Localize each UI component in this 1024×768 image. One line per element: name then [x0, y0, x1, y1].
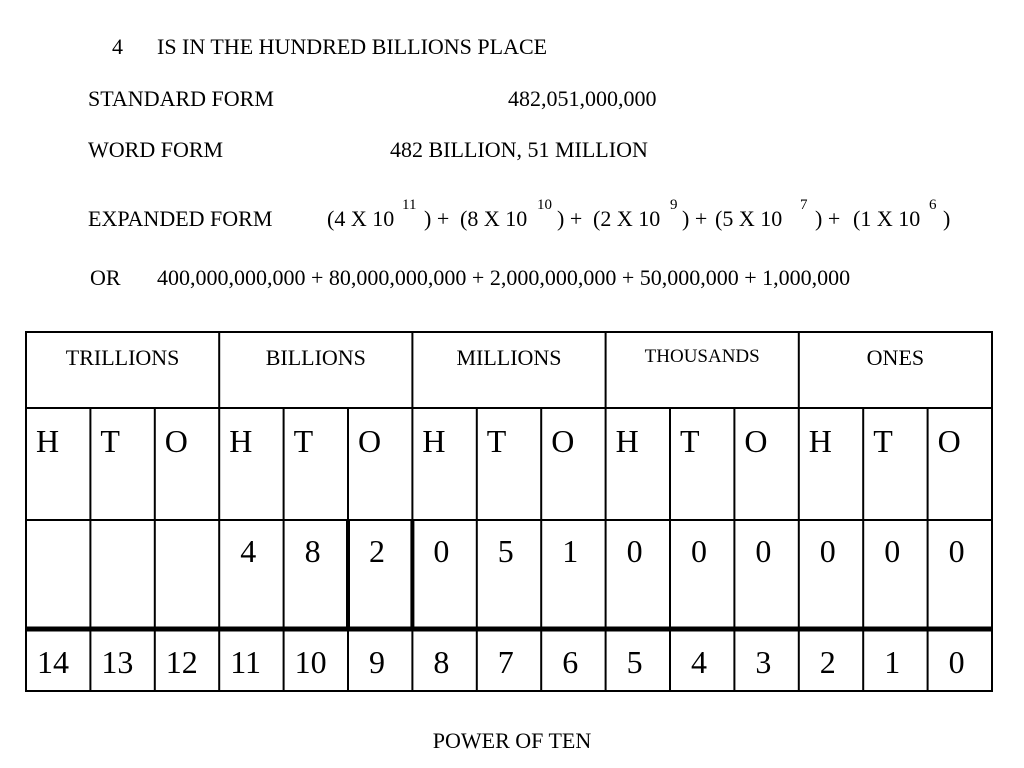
- expanded-term-close: ) +: [424, 206, 450, 231]
- group-label-billions: BILLIONS: [265, 345, 366, 370]
- power-cell: 11: [230, 644, 262, 680]
- power-cell: 14: [37, 644, 69, 680]
- digit-cell: 5: [497, 533, 514, 569]
- expanded-term-exponent: 6: [929, 197, 937, 213]
- word-form-label: WORD FORM: [88, 137, 224, 162]
- or-value: 400,000,000,000 + 80,000,000,000 + 2,000,000,000 + 50,000,000 + 1,000,000: [157, 265, 851, 290]
- power-cell: 7: [497, 644, 514, 680]
- power-cell: 8: [433, 644, 450, 680]
- digit-cell: 0: [819, 533, 836, 569]
- power-cell: 12: [165, 644, 198, 680]
- expanded-term-exponent: 9: [670, 197, 678, 213]
- place-statement: IS IN THE HUNDRED BILLIONS PLACE: [157, 34, 548, 59]
- place-letter: O: [744, 423, 768, 459]
- group-label-thousands: THOUSANDS: [644, 346, 760, 367]
- power-cell: 0: [948, 644, 965, 680]
- power-cell: 2: [819, 644, 836, 680]
- standard-form-value: 482,051,000,000: [508, 86, 657, 111]
- place-letter: H: [36, 423, 60, 459]
- expanded-term-close: ): [943, 206, 951, 231]
- word-form-value: 482 BILLION, 51 MILLION: [390, 137, 648, 162]
- power-cell: 6: [562, 644, 579, 680]
- expanded-term-exponent: 7: [800, 197, 808, 213]
- place-letter: H: [808, 423, 832, 459]
- expanded-term-close: ) +: [815, 206, 841, 231]
- place-letter: T: [873, 423, 893, 459]
- expanded-term-exponent: 10: [537, 197, 552, 213]
- expanded-term: (5 X 10: [715, 206, 783, 231]
- expanded-term: (1 X 10: [853, 206, 921, 231]
- digit-cell: 2: [369, 533, 385, 569]
- digit-cell: 0: [755, 533, 772, 569]
- digit-cell: 0: [691, 533, 707, 569]
- expanded-term-close: ) +: [682, 206, 708, 231]
- place-letter: T: [100, 423, 120, 459]
- place-digit: 4: [112, 34, 123, 59]
- power-cell: 4: [691, 644, 707, 680]
- digit-cell: 0: [433, 533, 450, 569]
- power-cell: 3: [755, 644, 772, 680]
- power-cell: 9: [369, 644, 385, 680]
- expanded-term-exponent: 11: [402, 197, 417, 213]
- digit-cell: 0: [626, 533, 643, 569]
- digit-cell: 0: [884, 533, 901, 569]
- place-value-grid: [25, 331, 993, 693]
- place-letter: T: [486, 423, 507, 459]
- group-label-millions: MILLIONS: [456, 345, 562, 370]
- place-letter: O: [937, 423, 961, 459]
- expanded-term-close: ) +: [557, 206, 583, 231]
- place-letter: H: [422, 423, 446, 459]
- place-value-table: [25, 331, 993, 693]
- digit-cell: 4: [240, 533, 257, 569]
- expanded-term: (2 X 10: [593, 206, 661, 231]
- place-letter: O: [358, 423, 382, 459]
- place-letter: O: [551, 423, 575, 459]
- expanded-term: (8 X 10: [460, 206, 528, 231]
- digit-cell: 8: [304, 533, 321, 569]
- place-letter: O: [164, 423, 188, 459]
- expanded-form-label: EXPANDED FORM: [88, 206, 273, 231]
- standard-form-label: STANDARD FORM: [88, 86, 274, 111]
- power-cell: 1: [884, 644, 901, 680]
- expanded-term: (4 X 10: [327, 206, 395, 231]
- group-label-ones: ONES: [866, 345, 925, 370]
- place-letter: H: [229, 423, 253, 459]
- table-border: [26, 332, 992, 691]
- place-letter: T: [293, 423, 314, 459]
- group-label-trillions: TRILLIONS: [65, 345, 180, 370]
- digit-cell: 0: [948, 533, 965, 569]
- digit-cell: 1: [562, 533, 579, 569]
- power-cell: 13: [101, 644, 134, 680]
- or-label: OR: [90, 265, 121, 290]
- power-cell: 5: [626, 644, 643, 680]
- power-of-ten-caption: POWER OF TEN: [432, 728, 592, 753]
- power-cell: 10: [294, 644, 327, 680]
- place-letter: T: [680, 423, 700, 459]
- place-letter: H: [615, 423, 639, 459]
